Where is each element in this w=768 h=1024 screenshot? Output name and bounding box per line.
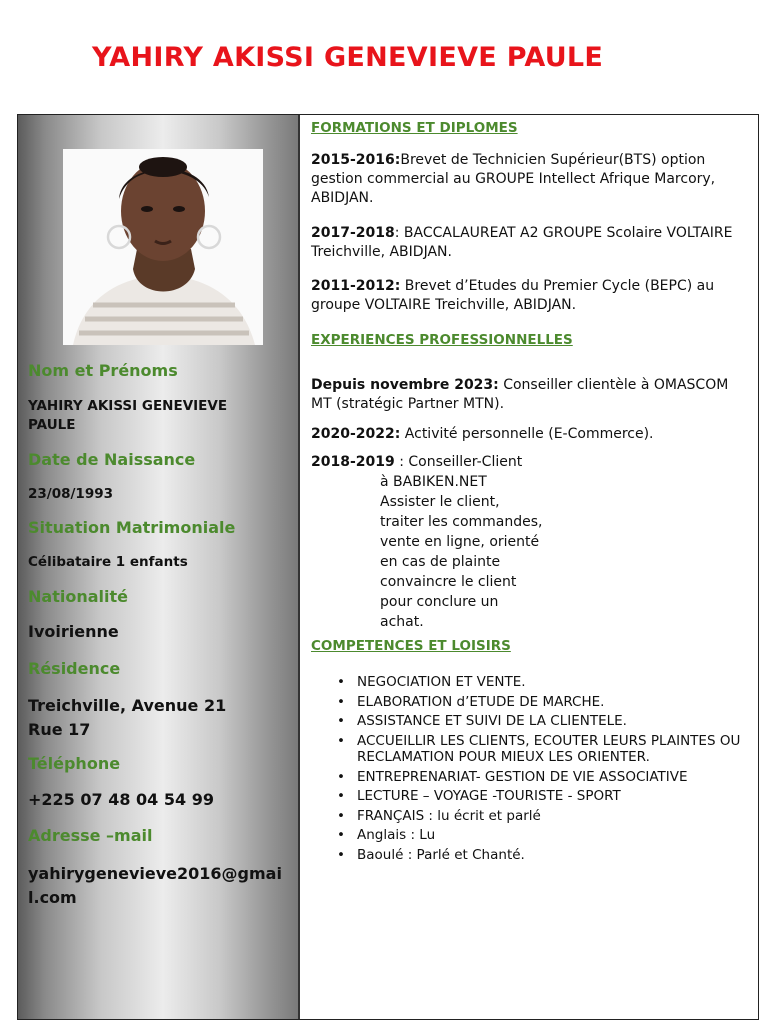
competences-list xyxy=(311,674,756,866)
phone-value: +225 07 48 04 54 99 xyxy=(28,790,214,809)
formation-year: 2015-2016: xyxy=(311,152,401,168)
list-item: • Baoulé : Parlé et Chanté. xyxy=(357,847,756,864)
list-item: • LECTURE – VOYAGE -TOURISTE - SPORT xyxy=(357,788,756,805)
name-label: Nom et Prénoms xyxy=(28,361,178,380)
detail-line: achat. xyxy=(380,614,424,630)
experience-text: Conseiller clientèle à OMASCOM MT (stratégic Partner MTN). xyxy=(311,377,729,412)
list-item: • FRANÇAIS : lu écrit et parlé xyxy=(357,808,756,825)
detail-line: à BABIKEN.NET xyxy=(380,474,487,490)
formation-item xyxy=(311,224,751,262)
marital-value: Célibataire 1 enfants xyxy=(28,554,188,570)
phone-label: Téléphone xyxy=(28,754,121,773)
list-item: • ELABORATION d’ETUDE DE MARCHE. xyxy=(357,694,756,711)
email-value: yahirygenevieve2016@gmail.com xyxy=(28,864,282,907)
birth-value: 23/08/1993 xyxy=(28,486,114,502)
profile-photo xyxy=(63,149,263,345)
formation-year: 2017-2018 xyxy=(311,225,395,241)
detail-line: traiter les commandes, xyxy=(380,514,543,530)
main-content xyxy=(302,114,758,1020)
formation-year: 2011-2012: xyxy=(311,278,401,294)
list-item: • ENTREPRENARIAT- GESTION DE VIE ASSOCIATIVE xyxy=(357,769,756,786)
residence-label: Résidence xyxy=(28,659,121,678)
portrait-illustration xyxy=(63,149,263,345)
detail-line: pour conclure un xyxy=(380,594,499,610)
formation-text: Brevet de Technicien Supérieur(BTS) option gestion commercial au GROUPE Intellect Afrique Marcory, ABIDJAN. xyxy=(311,152,716,206)
marital-label: Situation Matrimoniale xyxy=(28,518,236,537)
list-item: • Anglais : Lu xyxy=(357,827,756,844)
formation-text: Brevet d’Etudes du Premier Cycle (BEPC) au groupe VOLTAIRE Treichville, ABIDJAN. xyxy=(311,278,715,313)
formation-item xyxy=(311,277,751,315)
detail-line: convaincre le client xyxy=(380,574,517,590)
detail-line: en cas de plainte xyxy=(380,554,501,570)
experience-text: Activité personnelle (E-Commerce). xyxy=(400,426,654,442)
detail-line: Assister le client, xyxy=(380,494,500,510)
formation-text: : BACCALAUREAT A2 GROUPE Scolaire VOLTAIRE Treichville, ABIDJAN. xyxy=(311,225,733,260)
nationality-label: Nationalité xyxy=(28,587,128,606)
list-item: • ASSISTANCE ET SUIVI DE LA CLIENTELE. xyxy=(357,713,756,730)
experience-year: 2018-2019 xyxy=(311,454,395,470)
experience-details xyxy=(380,472,580,632)
experience-item xyxy=(311,453,751,472)
nationality-value: Ivoirienne xyxy=(28,622,119,641)
experience-item xyxy=(311,376,751,414)
detail-line: vente en ligne, orienté xyxy=(380,534,540,550)
cv-title: YAHIRY AKISSI GENEVIEVE PAULE xyxy=(92,42,604,73)
experience-item xyxy=(311,425,751,444)
experience-year: 2020-2022: xyxy=(311,426,401,442)
formations-heading: FORMATIONS ET DIPLOMES xyxy=(311,120,518,136)
email-label: Adresse –mail xyxy=(28,826,153,845)
residence-value: Treichville, Avenue 21 Rue 17 xyxy=(28,696,227,739)
list-item: • NEGOCIATION ET VENTE. xyxy=(357,674,756,691)
name-value: YAHIRY AKISSI GENEVIEVE PAULE xyxy=(28,398,228,433)
experience-text: : Conseiller-Client xyxy=(394,454,523,470)
experience-year: Depuis novembre 2023: xyxy=(311,377,499,393)
competences-heading: COMPETENCES ET LOISIRS xyxy=(311,638,511,654)
list-item: • ACCUEILLIR LES CLIENTS, ECOUTER LEURS PLAINTES OU RECLAMATION POUR MIEUX LES ORIENTER. xyxy=(357,733,756,766)
experiences-heading: EXPERIENCES PROFESSIONNELLES xyxy=(311,332,573,348)
birth-label: Date de Naissance xyxy=(28,450,196,469)
formation-item xyxy=(311,151,751,208)
